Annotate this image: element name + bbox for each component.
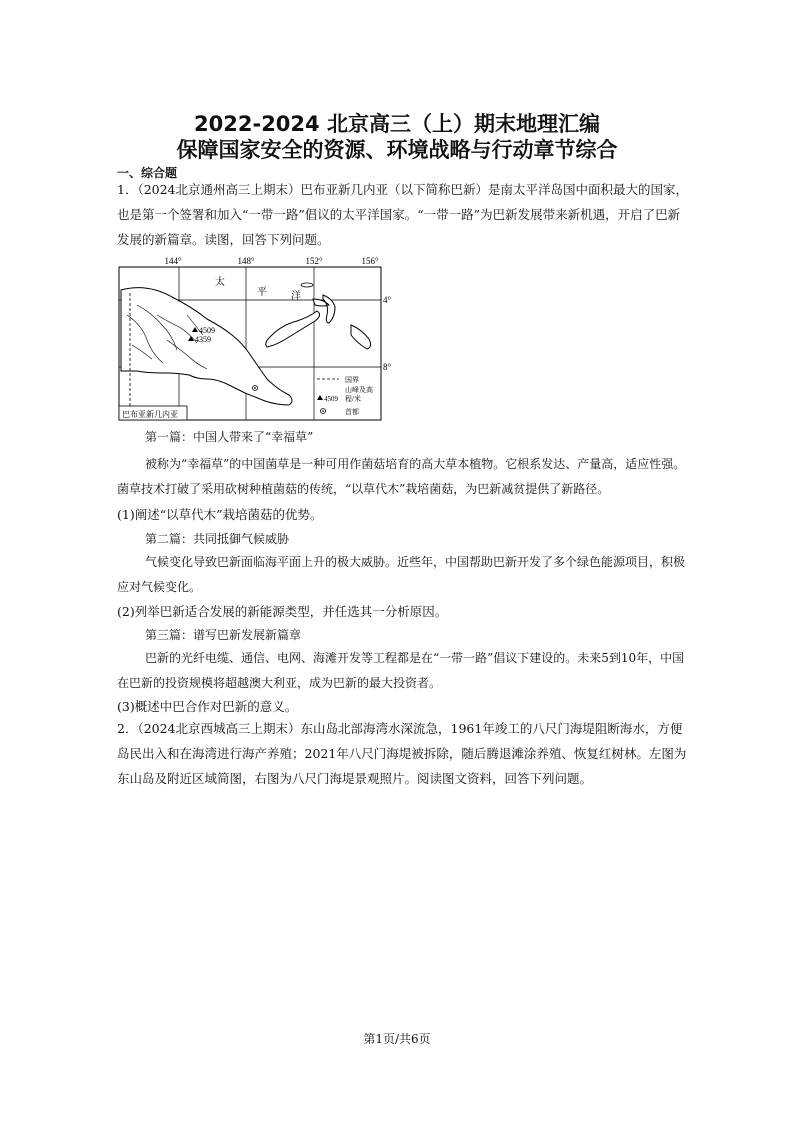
map-lon-label: 148° xyxy=(237,256,255,266)
map-lat-label: 8° xyxy=(383,362,392,372)
subquestion-3: (3)概述中巴合作对巴新的意义。 xyxy=(117,699,298,714)
question1-text: 1．（2024北京通州高三上期末）巴布亚新几内亚（以下简称巴新）是南太平洋岛国中面积最大的国家，也是第一个签署和加入“一带一路”倡议的太平洋国家。“一带一路”为巴新发展带来新机遇，开启了巴新发展的新篇章。读图，回答下列问题。 xyxy=(117,182,689,247)
png-map-figure xyxy=(117,255,392,423)
map-lon-label: 156° xyxy=(361,256,379,266)
subquestion-1: (1)阐述“以草代木”栽培菌菇的优势。 xyxy=(117,507,323,522)
ocean-label: 太 xyxy=(215,277,225,288)
ocean-label: 平 xyxy=(257,287,267,298)
legend-peak-label: 山峰及高 xyxy=(345,386,373,394)
subquestion-2: (2)列举巴新适合发展的新能源类型，并任选其一分析原因。 xyxy=(117,604,448,619)
document-title-line2: 保障国家安全的资源、环境战略与行动章节综合 xyxy=(176,138,618,162)
legend-border-label: 国界 xyxy=(345,376,359,384)
part2-text: 气候变化导致巴新面临海平面上升的极大威胁。近些年，中国帮助巴新开发了多个绿色能源项目，积极应对气候变化。 xyxy=(117,555,686,594)
page-footer: 第1页/共6页 xyxy=(363,1032,431,1046)
map-lat-label: 4° xyxy=(383,295,392,305)
manus-island xyxy=(301,283,313,287)
legend-peak-label-2: 程/米 xyxy=(345,395,361,403)
legend-peak-sample: 4509 xyxy=(324,395,338,403)
part2-heading: 第二篇：共同抵御气候威胁 xyxy=(145,532,290,546)
part3-text: 巴新的光纤电缆、通信、电网、海滩开发等工程都是在“一带一路”倡议下建设的。未来5到10年，中国在巴新的投资规模将超越澳大利亚，成为巴新的最大投资者。 xyxy=(117,651,685,690)
ocean-label: 洋 xyxy=(291,291,301,302)
part1-text: 被称为“幸福草”的中国菌草是一种可用作菌菇培育的高大草本植物。它根系发达、产量高，适应性强。菌草技术打破了采用砍树种植菌菇的传统，“以草代木”栽培菌菇，为巴新减贫提供了新路径。 xyxy=(117,457,686,496)
map-lon-label: 144° xyxy=(164,256,182,266)
question2-text: 2．（2024北京西城高三上期末）东山岛北部海湾水深流急，1961年竣工的八尺门海堤阻断海水，方便岛民出入和在海湾进行海产养殖；2021年八尺门海堤被拆除，随后腾退滩涂养殖、恢复红树林。左图为东山岛及附近区域简图，右图为八尺门海堤景观照片。阅读图文资料，回答下列问题。 xyxy=(117,721,687,786)
part1-heading: 第一篇：中国人带来了“幸福草” xyxy=(145,430,314,444)
peak-elevation: 4359 xyxy=(195,335,211,344)
legend-capital-label: 首都 xyxy=(345,408,359,416)
map-lon-label: 152° xyxy=(305,256,323,266)
country-label: 巴布亚新几内亚 xyxy=(122,410,178,419)
section-heading: 一、综合题 xyxy=(117,166,178,180)
peak-elevation: 4509 xyxy=(199,326,215,335)
part3-heading: 第三篇：谱写巴新发展新篇章 xyxy=(145,628,302,642)
document-title-line1: 2022-2024 北京高三（上）期末地理汇编 xyxy=(194,112,600,136)
